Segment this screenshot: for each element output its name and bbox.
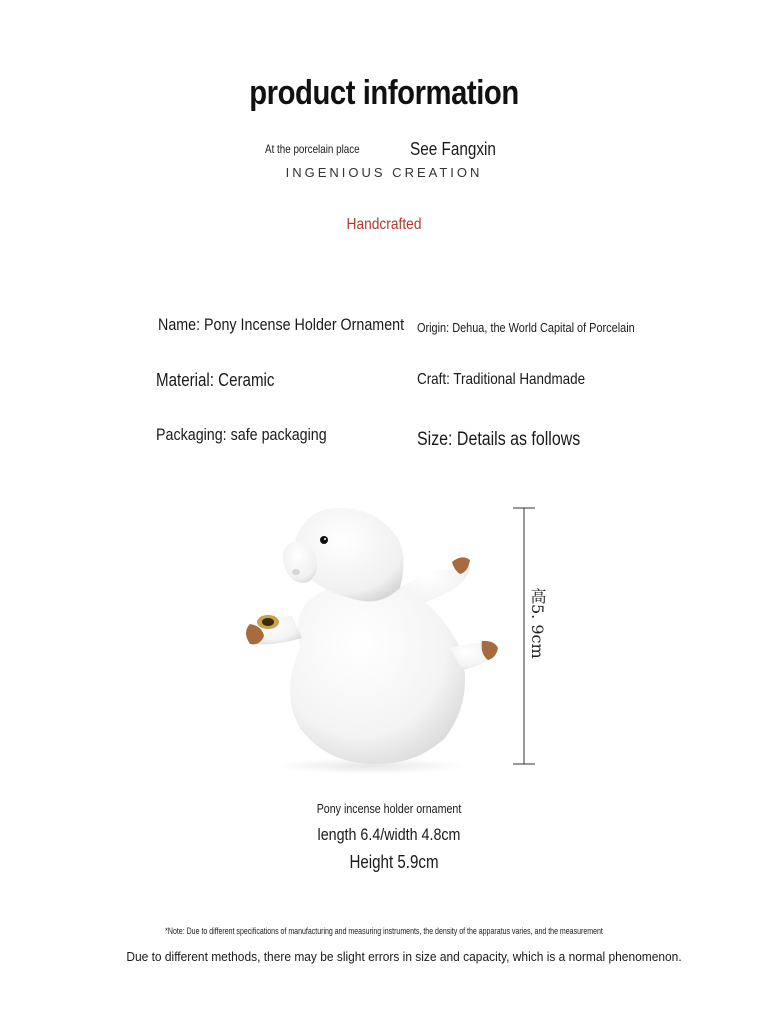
height-dimension-label: 高5. 9cm (528, 588, 547, 659)
handcrafted-badge: Handcrafted (346, 216, 422, 233)
product-caption-height: Height 5.9cm (349, 852, 439, 872)
spec-origin: Origin: Dehua, the World Capital of Porcelain (417, 320, 635, 335)
page-title: product information (249, 74, 519, 112)
spec-craft: Craft: Traditional Handmade (417, 371, 586, 388)
spec-packaging: Packaging: safe packaging (156, 425, 327, 444)
tagline-right: See Fangxin (410, 139, 496, 159)
spec-name: Name: Pony Incense Holder Ornament (158, 315, 405, 334)
measurement-disclaimer: Due to different methods, there may be slight errors in size and capacity, which is a normal phenomenon. (126, 949, 682, 964)
measurement-note: *Note: Due to different specifications of manufacturing and measuring instruments, the density of the apparatus varies, and the measurement (165, 926, 603, 936)
product-caption-name: Pony incense holder ornament (316, 801, 462, 816)
tagline-subtitle: INGENIOUS CREATION (285, 165, 483, 180)
product-caption-dimensions: length 6.4/width 4.8cm (317, 825, 461, 844)
spec-material: Material: Ceramic (156, 370, 275, 390)
spec-size: Size: Details as follows (417, 429, 581, 450)
tagline-left: At the porcelain place (265, 142, 360, 156)
